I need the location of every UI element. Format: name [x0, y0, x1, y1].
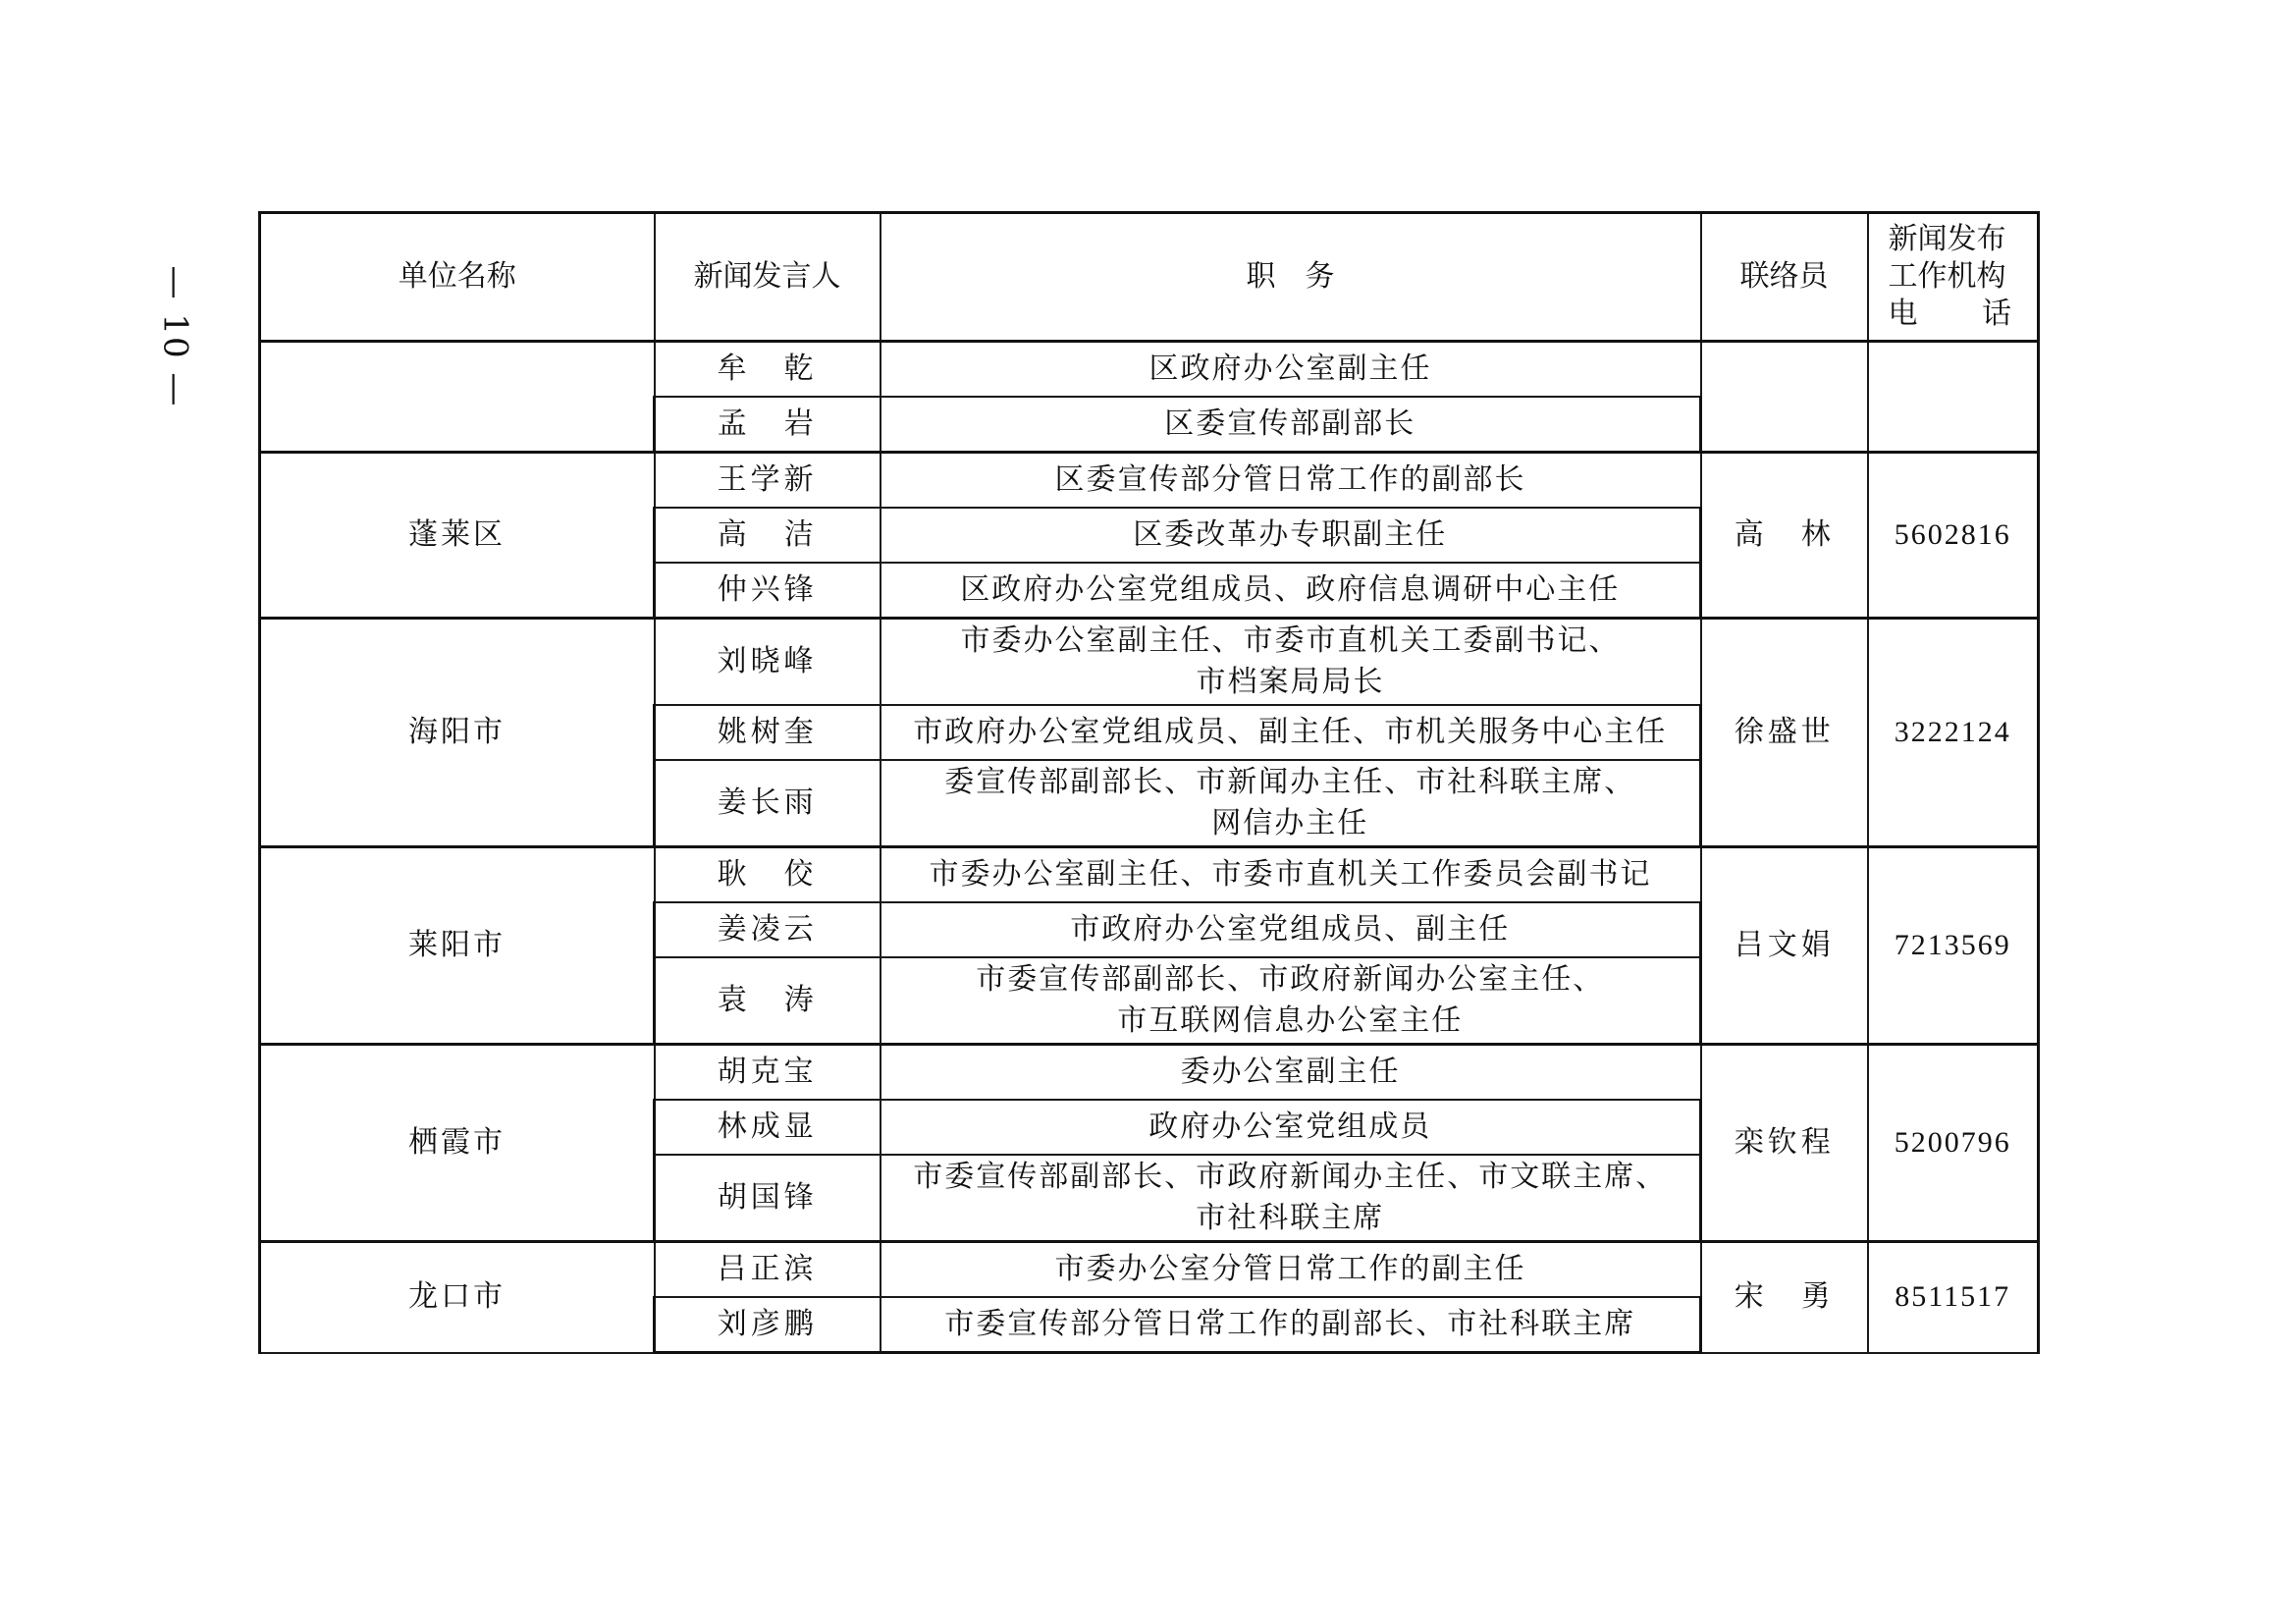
duty-cell: 市政府办公室党组成员、副主任、市机关服务中心主任 — [881, 705, 1701, 760]
unit-cell — [260, 342, 655, 453]
spokesperson-cell: 耿 佼 — [655, 847, 881, 903]
header-phone-line3b: 话 — [1982, 297, 2011, 331]
duty-line: 市委宣传部副部长、市政府新闻办主任、市文联主席、 — [913, 1160, 1668, 1194]
duty-cell: 市委宣传部分管日常工作的副部长、市社科联主席 — [881, 1297, 1701, 1353]
table-row — [260, 342, 2039, 398]
page-number-text: — 10 — — [155, 265, 195, 408]
duty-cell: 委办公室副主任 — [881, 1045, 1701, 1101]
spokesperson-cell: 袁 涛 — [655, 957, 881, 1045]
phone-cell: 5200796 — [1868, 1045, 2039, 1242]
header-phone-line1: 新闻发布 — [1888, 222, 2006, 256]
spokesperson-cell: 胡克宝 — [655, 1045, 881, 1101]
header-liaison: 联络员 — [1701, 213, 1868, 342]
header-phone-line3 — [1889, 296, 2032, 333]
duty-cell — [881, 619, 1701, 706]
unit-cell: 栖霞市 — [260, 1045, 655, 1242]
table-row — [260, 619, 2039, 706]
phone-cell: 7213569 — [1868, 847, 2039, 1045]
spokesperson-cell: 姜长雨 — [655, 760, 881, 847]
header-phone-line3a: 电 — [1888, 297, 1918, 331]
duty-cell: 区委宣传部副部长 — [881, 397, 1701, 453]
spokesperson-cell: 牟 乾 — [655, 342, 881, 398]
duty-line: 市互联网信息办公室主任 — [1117, 1003, 1464, 1038]
duty-cell: 市政府办公室党组成员、副主任 — [881, 902, 1701, 957]
spokesperson-cell: 吕正滨 — [655, 1242, 881, 1298]
table-row — [260, 1242, 2039, 1298]
unit-cell: 蓬莱区 — [260, 453, 655, 619]
duty-line: 市委办公室副主任、市委市直机关工委副书记、 — [960, 623, 1621, 658]
spokesperson-cell: 王学新 — [655, 453, 881, 509]
spokesperson-cell: 孟 岩 — [655, 397, 881, 453]
unit-cell: 海阳市 — [260, 619, 655, 847]
header-unit: 单位名称 — [260, 213, 655, 342]
liaison-cell: 宋 勇 — [1701, 1242, 1868, 1353]
phone-cell — [1868, 342, 2039, 453]
duty-cell: 市委办公室副主任、市委市直机关工作委员会副书记 — [881, 847, 1701, 903]
header-phone-line2: 工作机构 — [1888, 259, 2006, 294]
duty-cell: 区委宣传部分管日常工作的副部长 — [881, 453, 1701, 509]
unit-cell: 莱阳市 — [260, 847, 655, 1045]
duty-cell — [881, 760, 1701, 847]
duty-line: 市委宣传部副部长、市政府新闻办公室主任、 — [976, 962, 1605, 997]
duty-line: 网信办主任 — [1211, 806, 1369, 840]
spokesperson-cell: 姜凌云 — [655, 902, 881, 957]
duty-cell: 市委办公室分管日常工作的副主任 — [881, 1242, 1701, 1298]
spokesperson-cell: 刘晓峰 — [655, 619, 881, 706]
spokesperson-cell: 仲兴锋 — [655, 563, 881, 619]
duty-cell: 区政府办公室党组成员、政府信息调研中心主任 — [881, 563, 1701, 619]
duty-cell — [881, 957, 1701, 1045]
duty-line: 市档案局局长 — [1196, 665, 1385, 699]
header-phone — [1868, 213, 2039, 342]
phone-cell: 5602816 — [1868, 453, 2039, 619]
spokesperson-table — [258, 211, 2040, 1354]
duty-cell: 区委改革办专职副主任 — [881, 508, 1701, 563]
spokesperson-cell: 林成显 — [655, 1100, 881, 1155]
header-spokesperson: 新闻发言人 — [655, 213, 881, 342]
table-row — [260, 453, 2039, 509]
unit-cell: 龙口市 — [260, 1242, 655, 1353]
liaison-cell: 徐盛世 — [1701, 619, 1868, 847]
liaison-cell: 吕文娟 — [1701, 847, 1868, 1045]
spokesperson-cell: 胡国锋 — [655, 1155, 881, 1242]
duty-cell — [881, 1155, 1701, 1242]
spokesperson-cell: 高 洁 — [655, 508, 881, 563]
duty-line: 市社科联主席 — [1196, 1201, 1385, 1235]
spokesperson-cell: 刘彦鹏 — [655, 1297, 881, 1353]
table-header-row — [260, 213, 2039, 342]
page-number — [145, 253, 204, 420]
duty-line: 委宣传部副部长、市新闻办主任、市社科联主席、 — [944, 765, 1636, 799]
duty-cell: 政府办公室党组成员 — [881, 1100, 1701, 1155]
duty-cell: 区政府办公室副主任 — [881, 342, 1701, 398]
spokesperson-cell: 姚树奎 — [655, 705, 881, 760]
liaison-cell — [1701, 342, 1868, 453]
liaison-cell: 栾钦程 — [1701, 1045, 1868, 1242]
liaison-cell: 高 林 — [1701, 453, 1868, 619]
phone-cell: 3222124 — [1868, 619, 2039, 847]
header-duty: 职 务 — [881, 213, 1701, 342]
table-row — [260, 847, 2039, 903]
table-row — [260, 1045, 2039, 1101]
phone-cell: 8511517 — [1868, 1242, 2039, 1353]
